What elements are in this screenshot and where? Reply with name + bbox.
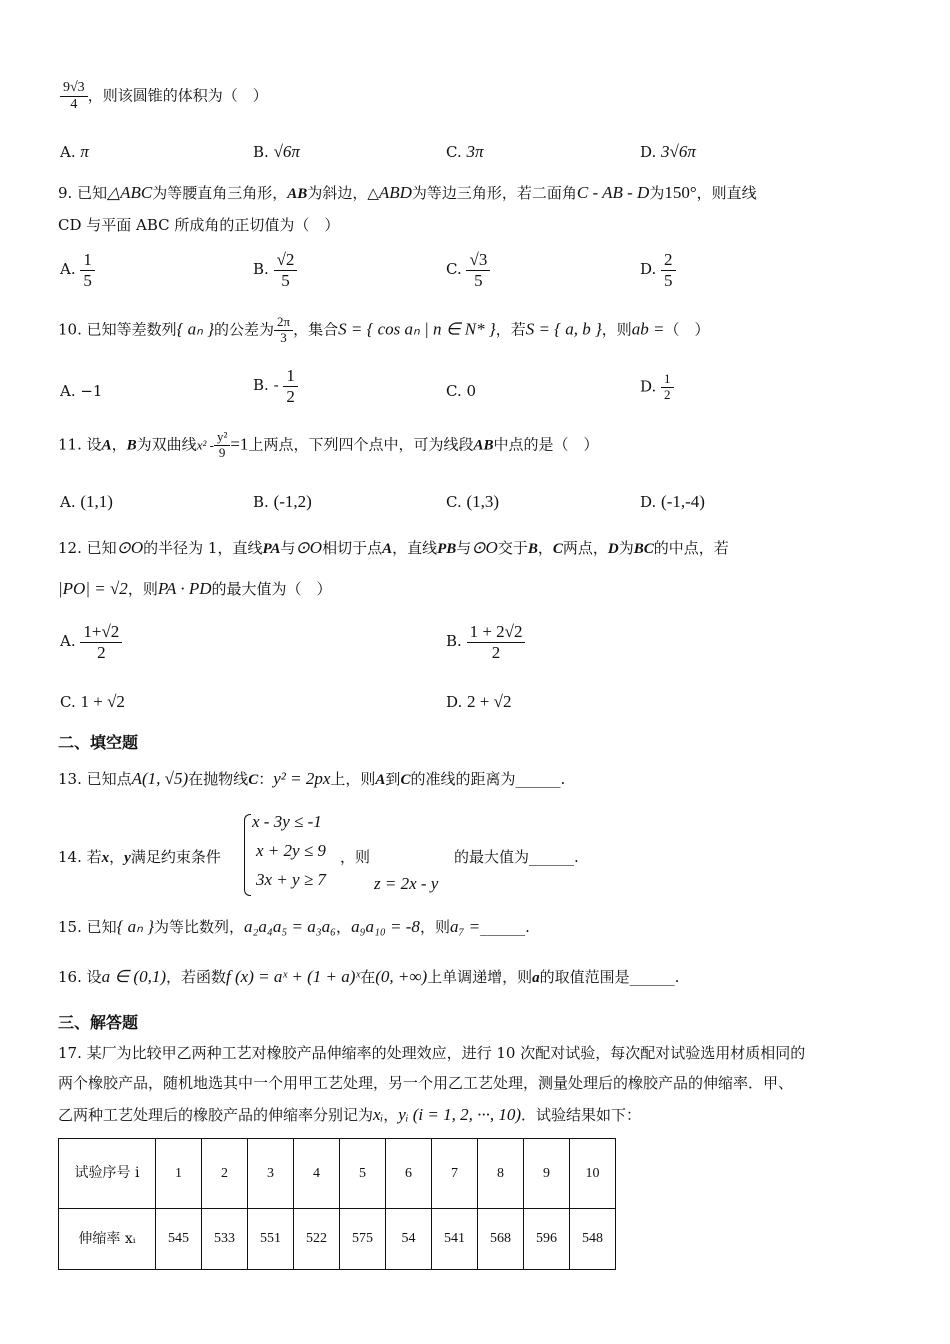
table-cell: 596 [524,1209,570,1270]
table-row [59,1139,616,1209]
q12-option-a[interactable]: A. $\frac{1+√2}{2}$ [60,622,122,662]
table-cell: 551 [248,1209,294,1270]
table-cell: 8 [478,1139,524,1209]
q8-option-d[interactable]: D. 3√6π [640,142,696,161]
q8-option-c[interactable]: C. 3π [446,142,484,161]
table-cell: 7 [432,1139,478,1209]
table-cell: 568 [478,1209,524,1270]
q9-stem-line2: CD 与平面 ABC 所成角的正切值为（ ） [58,216,340,234]
q11-option-a[interactable]: A. (1,1) [60,492,113,511]
q12-stem-line2: |PO| = √2，则PA · PD的最大值为（ ） [58,579,332,598]
q16-stem: 16. 设a ∈ (0,1)，若函数f (x) = aˣ + (1 + a)ˣ在(0, +∞)上单调递增，则a的取值范围是______. [58,967,680,986]
q14-blank: 的最大值为______. [454,848,579,866]
q12-option-b[interactable]: B. $\frac{1 + 2√2}{2}$ [446,622,525,662]
q14-objective: z = 2x - y [374,874,439,893]
q17-data-table [58,1138,616,1270]
q10-option-b[interactable]: B. - $\frac{1}{2}$ [253,366,298,406]
q17-line1: 17. 某厂为比较甲乙两种工艺对橡胶产品伸缩率的处理效应，进行 10 次配对试验，每次配对试验选用材质相同的 [58,1044,806,1062]
q11-stem: 11. 设A，B为双曲线x² - $\frac{\text{y²}}{9}$ =1上两点，下列四个点中，可为线段AB中点的是（ ） [58,429,599,460]
table-cell: 533 [202,1209,248,1270]
table-cell: 522 [294,1209,340,1270]
q11-option-b[interactable]: B. (-1,2) [253,492,312,511]
q14-constraint-3: 3x + y ≥ 7 [256,870,326,889]
q10-option-c[interactable]: C. 0 [446,382,477,400]
q13-stem: 13. 已知点A(1, √5)在抛物线C：y² = 2px上，则A到C的准线的距离为______. [58,769,566,788]
table-cell: 10 [570,1139,616,1209]
table-cell: 548 [570,1209,616,1270]
q12-stem: 12. 已知⊙O的半径为 1，直线PA与⊙O相切于点A，直线PB与⊙O交于B，C两点，D为BC的中点，若 [58,538,729,557]
q9-option-b[interactable]: B. $\frac{√2}{5}$ [253,250,297,290]
q12-option-c[interactable]: C. 1 + √2 [60,692,125,711]
q8-stem-tail: $\frac{9√3}{4}$ ，则该圆锥的体积为（ ） [60,80,268,113]
q17-line2: 两个橡胶产品，随机地选其中一个用甲工艺处理，另一个用乙工艺处理，测量处理后的橡胶产品的伸缩率．甲、 [58,1074,794,1092]
q8-fraction: $\frac{9√3}{4}$ [60,80,88,113]
q10-option-d[interactable]: D. $\frac{1}{2}$ [640,372,674,403]
table-cell: 545 [156,1209,202,1270]
q8-option-a[interactable]: A. π [60,142,89,161]
q14-brace [244,814,251,896]
table-row-label: 伸缩率 xᵢ [59,1209,156,1270]
table-row [59,1209,616,1270]
q17-line3: 乙两种工艺处理后的橡胶产品的伸缩率分别记为xᵢ，yᵢ (i = 1, 2, ···, 10)．试验结果如下： [58,1105,642,1124]
table-cell: 54 [386,1209,432,1270]
table-header-label: 试验序号 i [59,1139,156,1209]
table-cell: 541 [432,1209,478,1270]
table-cell: 4 [294,1139,340,1209]
q14-stem: 14. 若x，y满足约束条件 [58,848,221,866]
table-cell: 575 [340,1209,386,1270]
q10-stem: 10. 已知等差数列{ aₙ }的公差为 $\frac{2\pi}{3}$ ，集合S = { cos aₙ | n ∈ N* }，若S = { a, b }，则ab =（ ） [58,314,710,345]
section-answer-heading: 三、解答题 [58,1013,139,1032]
q9-option-a[interactable]: A. $\frac{1}{5}$ [60,250,95,290]
q14-constraint-2: x + 2y ≤ 9 [256,841,326,860]
q15-stem: 15. 已知{ aₙ }为等比数列，a₂a₄a₅ = a₃a₆，a₉a₁₀ = -8，则a₇ =______. [58,917,530,936]
q12-option-d[interactable]: D. 2 + √2 [446,692,512,711]
q14-constraint-1: x - 3y ≤ -1 [252,812,322,831]
table-cell: 5 [340,1139,386,1209]
q8-option-b[interactable]: B. √6π [253,142,300,161]
section-fill-in-heading: 二、填空题 [58,733,139,752]
q10-option-a[interactable]: A. −1 [60,382,103,400]
q14-then: ，则 [340,848,371,866]
q9-option-c[interactable]: C. $\frac{√3}{5}$ [446,250,490,290]
table-cell: 6 [386,1139,432,1209]
q9-stem: 9. 已知△ABC为等腰直角三角形，AB为斜边，△ABD为等边三角形，若二面角C - AB - D为150°，则直线 [58,183,757,202]
table-cell: 2 [202,1139,248,1209]
table-cell: 3 [248,1139,294,1209]
q9-option-d[interactable]: D. $\frac{2}{5}$ [640,250,676,290]
q11-option-c[interactable]: C. (1,3) [446,492,500,511]
table-cell: 1 [156,1139,202,1209]
q11-option-d[interactable]: D. (-1,-4) [640,492,705,511]
table-cell: 9 [524,1139,570,1209]
